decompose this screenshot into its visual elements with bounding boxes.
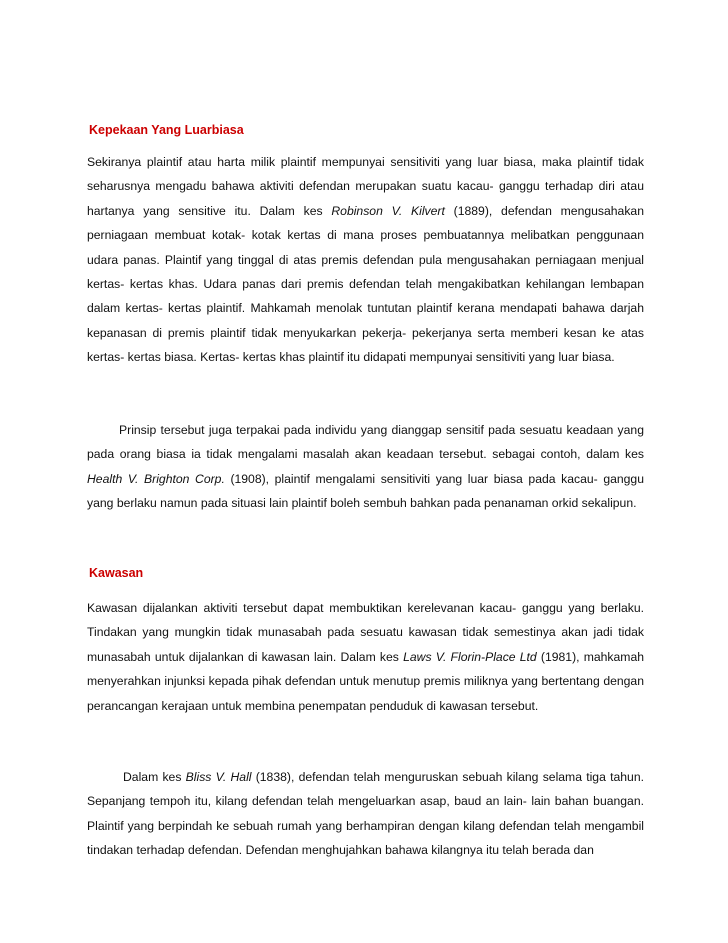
paragraph xyxy=(87,418,644,516)
case-citation: Robinson V. Kilvert xyxy=(331,203,445,218)
paragraph-text: (1981), mahkamah menyerahkan injunksi kepada pihak defendan untuk menutup premis miliknya yang bertentang dengan perancangan kerajaan untuk membina penempatan penduduk di kawasan tersebut. xyxy=(87,649,644,713)
section-heading: Kepekaan Yang Luarbiasa xyxy=(89,123,244,137)
paragraph-block xyxy=(87,765,644,863)
paragraph-block xyxy=(87,596,644,718)
case-citation: Health V. Brighton Corp. xyxy=(87,471,225,486)
paragraph-block xyxy=(87,150,644,370)
section-heading: Kawasan xyxy=(89,566,144,580)
paragraph xyxy=(87,150,644,370)
paragraph-block xyxy=(87,418,644,516)
paragraph-text: (1908), plaintif mengalami sensitiviti yang luar biasa pada kacau- ganggu yang berlaku namun pada situasi lain plaintif boleh sembuh bahkan pada penanaman orkid sekalipun. xyxy=(87,471,644,511)
paragraph-text: Sekiranya plaintif atau harta milik plaintif mempunyai sensitiviti yang luar biasa, maka plaintif tidak seharusnya mengadu bahawa aktiviti defendan merupakan suatu kacau- ganggu terhadap diri atau hartanya yang sensitive itu. Dalam kes xyxy=(87,155,644,218)
paragraph-text: Dalam kes xyxy=(123,770,186,784)
case-citation: Laws V. Florin-Place Ltd xyxy=(403,649,537,664)
paragraph-text: Prinsip tersebut juga terpakai pada individu yang dianggap sensitif pada sesuatu keadaan yang pada orang biasa ia tidak mengalami masalah akan keadaan tersebut. sebagai contoh, dalam kes xyxy=(87,423,644,462)
paragraph xyxy=(87,765,644,863)
paragraph-text: (1889), defendan mengusahakan perniagaan membuat kotak- kotak kertas di mana proses pembuatannya melibatkan penggunaan udara panas. Plaintif yang tinggal di atas premis defendan pula mengusahakan perniagaan menjual kertas- kertas khas. Udara panas dari premis defendan telah mengakibatkan kehilangan lembapan dalam kertas- kertas plaintif. Mahkamah menolak tuntutan plaintif kerana mendapati bahawa darjah kepanasan di premis plaintif tidak menyukarkan pekerja- pekerjanya serta memberi kesan ke atas kertas- kertas biasa. Kertas- kertas khas plaintif itu didapati mempunyai sensitiviti yang luar biasa. xyxy=(87,203,644,365)
paragraph-text: (1838), defendan telah menguruskan sebuah kilang selama tiga tahun. Sepanjang tempoh itu, kilang defendan telah mengeluarkan asap, baud an lain- lain bahan buangan. Plaintif yang berpindah ke sebuah rumah yang berhampiran dengan kilang defendan telah mengambil tindakan terhadap defendan. Defendan menghujahkan bahawa kilangnya itu telah berada dan xyxy=(87,770,644,858)
paragraph xyxy=(87,596,644,718)
case-citation: Bliss V. Hall xyxy=(185,770,252,784)
paragraph-text: Kawasan dijalankan aktiviti tersebut dapat membuktikan kerelevanan kacau- ganggu yang berlaku. Tindakan yang mungkin tidak munasabah pada sesuatu kawasan tidak semestinya akan jadi tidak munasabah untuk dijalankan di kawasan lain. Dalam kes xyxy=(87,601,644,664)
